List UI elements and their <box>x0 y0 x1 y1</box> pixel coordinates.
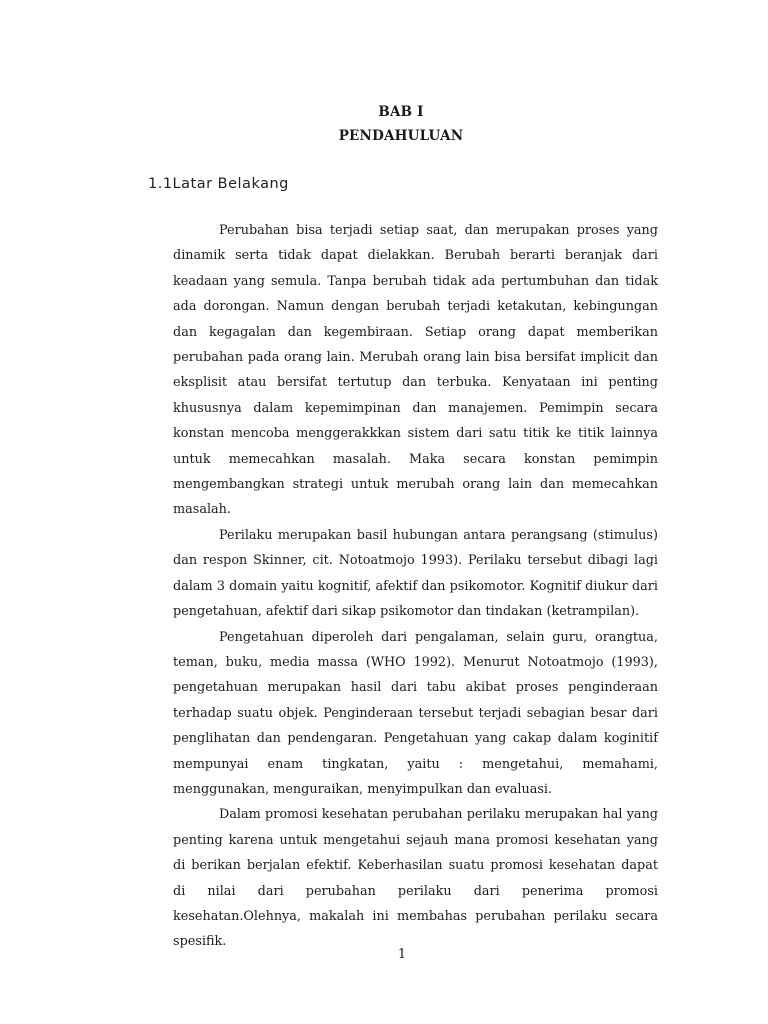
paragraph: Perubahan bisa terjadi setiap saat, dan merupakan proses yang dinamik serta tidak dapat dielakkan. Berubah berarti beranjak dari keadaan yang semula. Tanpa berubah tidak ada pertumbuhan dan tidak ada dorongan. Namun dengan berubah terjadi ketakutan, kebingungan dan kegagalan dan kegembiraan. Setiap orang dapat memberikan perubahan pada orang lain. Merubah orang lain bisa bersifat implicit dan eksplisit atau bersifat tertutup dan terbuka. Kenyataan ini penting khususnya dalam kepemimpinan dan manajemen. Pemimpin secara konstan mencoba menggerakkkan sistem dari satu titik ke titik lainnya untuk memecahkan masalah. Maka secara konstan pemimpin mengembangkan strategi untuk merubah orang lain dan memecahkan masalah. <box>173 223 658 518</box>
section-heading: 1.1Latar Belakang <box>148 176 289 192</box>
paragraph: Perilaku merupakan basil hubungan antara perangsang (stimulus) dan respon Skinner, cit. Notoatmojo 1993). Perilaku tersebut dibagi lagi dalam 3 domain yaitu kognitif, afektif dan psikomotor. Kognitif diukur dari pengetahuan, afektif dari sikap psikomotor dan tindakan (ketrampilan). <box>173 527 658 620</box>
chapter-number: BAB I <box>378 104 424 120</box>
paragraph: Pengetahuan diperoleh dari pengalaman, selain guru, orangtua, teman, buku, media massa (WHO 1992). Menurut Notoatmojo (1993), pengetahuan merupakan hasil dari tabu akibat proses penginderaan terhadap suatu objek. Penginderaan tersebut terjadi sebagian besar dari penglihatan dan pendengaran. Pengetahuan yang cakap dalam koginitif mempunyai enam tingkatan, yaitu : mengetahui, memahami, menggunakan, menguraikan, menyimpulkan dan evaluasi. <box>173 629 658 797</box>
chapter-title: PENDAHULUAN <box>338 128 464 144</box>
paragraph: Dalam promosi kesehatan perubahan perilaku merupakan hal yang penting karena untuk mengetahui sejauh mana promosi kesehatan yang di berikan berjalan efektif. Keberhasilan suatu promosi kesehatan dapat di nilai dari perubahan perilaku dari penerima promosi kesehatan.Olehnya, makalah ini membahas perubahan perilaku secara spesifik. <box>173 807 658 950</box>
page-number: 1 <box>397 947 407 962</box>
body-text <box>173 218 658 955</box>
